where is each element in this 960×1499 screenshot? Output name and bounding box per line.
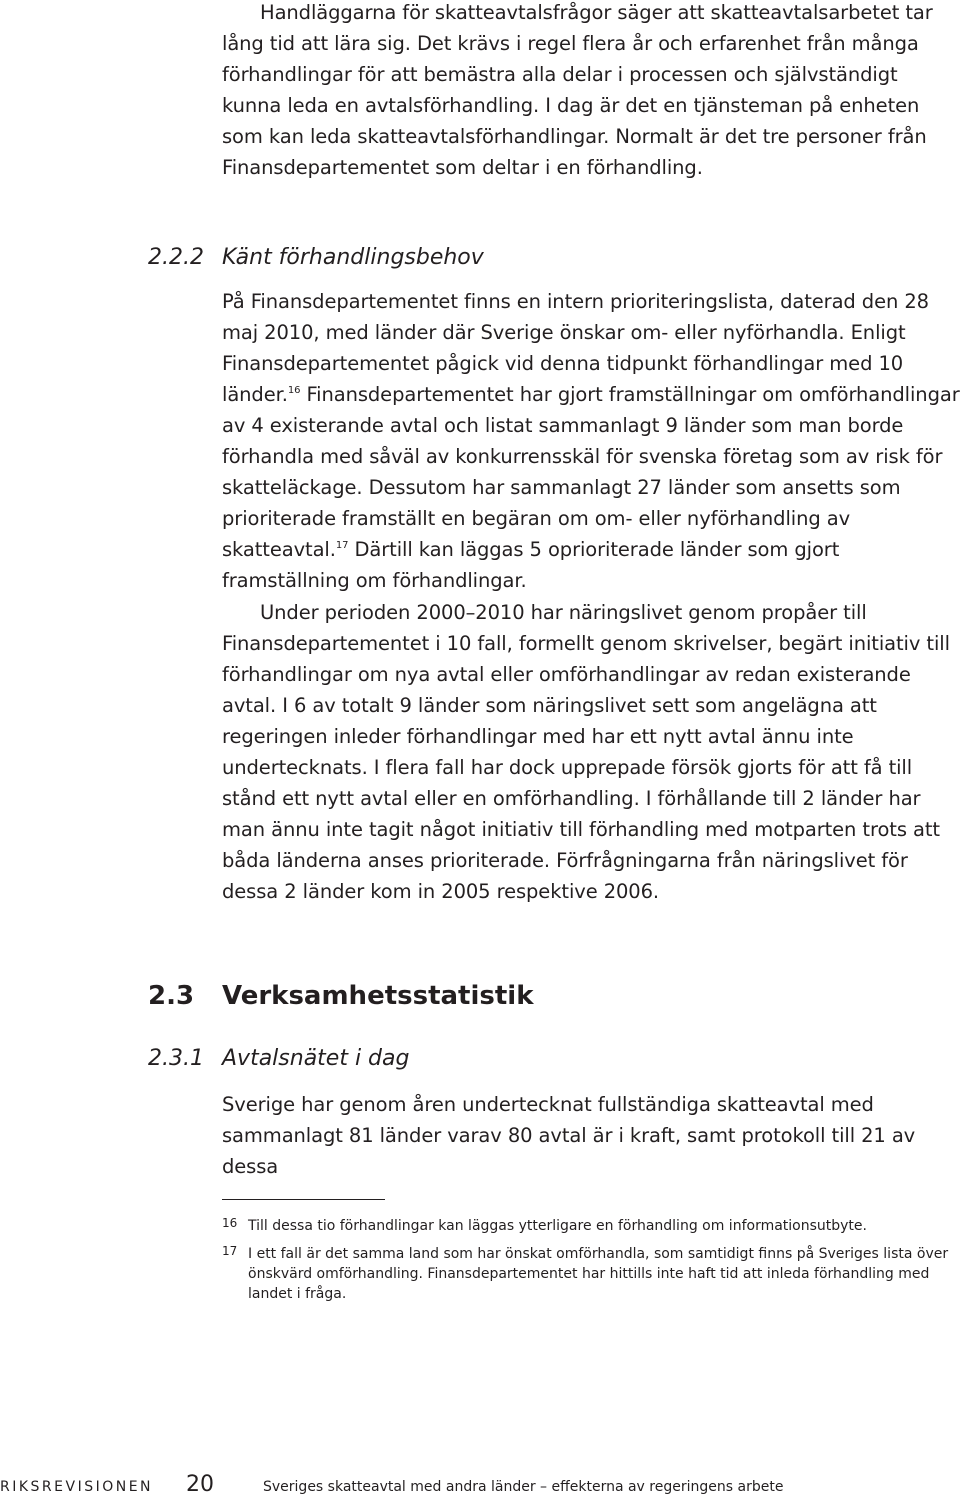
footnote-number: 16 bbox=[222, 1216, 238, 1230]
body-paragraph-2 bbox=[222, 286, 960, 596]
section-title: Känt förhandlingsbehov bbox=[222, 245, 484, 270]
body-paragraph-4: Sverige har genom åren undertecknat fullständiga skatteavtal med sammanlagt 81 länder varav 80 avtal är i kraft, samt protokoll till 21 av dessa bbox=[222, 1093, 916, 1178]
footnote-text: I ett fall är det samma land som har önskat omförhandla, som samtidigt finns på Sveriges lista över önskvärd omförhandling. Finansdepartementet har hittills inte haft tid att inleda förhandling med landet i fråga. bbox=[248, 1246, 949, 1302]
publisher-name: RIKSREVISIONEN bbox=[0, 1479, 154, 1495]
section-title: Verksamhetsstatistik bbox=[222, 981, 534, 1011]
footnote-number: 17 bbox=[222, 1244, 238, 1258]
page-number: 20 bbox=[186, 1472, 214, 1497]
report-title: Sveriges skatteavtal med andra länder – effekterna av regeringens arbete bbox=[263, 1479, 784, 1495]
section-number: 2.3.1 bbox=[148, 1046, 204, 1071]
body-paragraph-2-text-a: På Finansdepartementet finns en intern prioriteringslista, daterad den 28 maj 2010, med länder där Sverige önskar om- eller nyförhandla. Enligt Finansdepartementet pågick vid denna tidpunkt förhandlingar med 10 länder. bbox=[222, 290, 929, 406]
page-footer bbox=[0, 1472, 960, 1499]
footnote-text: Till dessa tio förhandlingar kan läggas ytterligare en förhandling om informationsutbyte. bbox=[248, 1218, 867, 1234]
footnote-ref-16[interactable]: 16 bbox=[287, 385, 301, 396]
section-title: Avtalsnätet i dag bbox=[222, 1046, 410, 1071]
body-paragraph-2-text-c: Därtill kan läggas 5 oprioriterade länder som gjort framställning om förhandlingar. bbox=[222, 538, 840, 592]
footnote-ref-17[interactable]: 17 bbox=[335, 540, 349, 551]
footnote-divider bbox=[222, 1199, 385, 1200]
body-paragraph-1-text: Handläggarna för skatteavtalsfrågor säger att skatteavtalsarbetet tar lång tid att lära sig. Det krävs i regel flera år och erfarenhet från många förhandlingar för att bemästra alla delar i processen och självständigt kunna leda en avtalsförhandling. I dag är det en tjänsteman på enheten som kan leda skatteavtalsförhandlingar. Normalt är det tre personer från Finansdepartementet som deltar i en förhandling. bbox=[222, 1, 933, 179]
body-paragraph-1 bbox=[222, 0, 960, 183]
body-paragraph-3-text: Under perioden 2000–2010 har näringslivet genom propåer till Finansdepartementet i 10 fall, formellt genom skrivelser, begärt initiativ till förhandlingar om nya avtal eller omförhandlingar av redan existerande avtal. I 6 av totalt 9 länder som näringslivet sett som angelägna att regeringen inleder förhandlingar med har ett nytt avtal ännu inte undertecknats. I flera fall har dock upprepade försök gjorts för att få till stånd ett nytt avtal eller en omförhandling. I förhållande till 2 länder har man ännu inte tagit något initiativ till förhandling med motparten trots att båda länderna anses prioriterade. Förfrågningarna från näringslivet för dessa 2 länder kom in 2005 respektive 2006. bbox=[222, 601, 950, 903]
section-number: 2.2.2 bbox=[148, 245, 204, 270]
body-paragraph-3 bbox=[222, 597, 960, 907]
section-number: 2.3 bbox=[148, 981, 195, 1011]
body-paragraph-2-text-b: Finansdepartementet har gjort framställningar om omförhandlingar av 4 existerande avtal och listat sammanlagt 9 länder som man borde förhandla med såväl av konkurrensskäl för svenska företag som av risk för skatteläckage. Dessutom har sammanlagt 27 länder som ansetts som prioriterade framställt en begäran om om- eller nyförhandling av skatteavtal. bbox=[222, 383, 960, 561]
